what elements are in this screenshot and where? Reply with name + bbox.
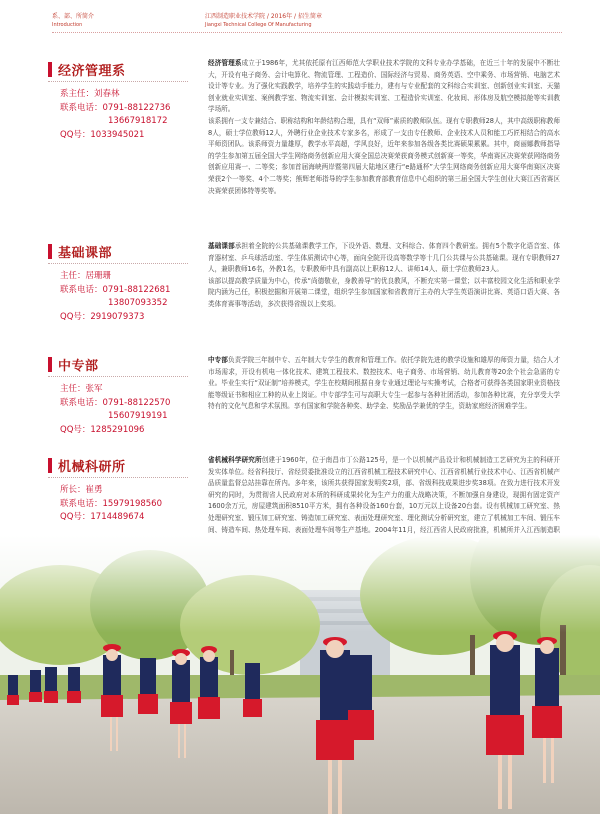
dept-name: 中专部 xyxy=(58,358,99,374)
contact-head: 主任：居珊珊 xyxy=(60,271,112,281)
dept-paragraph xyxy=(208,355,560,413)
dept-economics-text xyxy=(208,58,560,197)
dept-contact xyxy=(48,383,198,437)
dept-paragraph xyxy=(208,455,560,548)
dept-contact xyxy=(48,88,198,142)
contact-phone: 联系电话：15979198560 xyxy=(60,498,162,509)
dept-contact xyxy=(48,484,198,525)
dept-economics-info xyxy=(48,60,198,142)
dept-title-bar xyxy=(48,458,52,473)
section-label-en: Introduction xyxy=(52,22,83,28)
dept-paragraph-text: 创建于1960年，位于南昌市丁公路125号，是一个以机械产品设计和机械制造工艺研究为主的科研开发实体单位。经省科技厅、省经贸委批准设立的江西省机械工程技术研究中心、江西省机械行业技术中心、江西省机械产品质量监督总站挂靠在所内。多年来，该所共获得国家发明奖2项，部、省级科技成果进步奖38项。在致力进行技术开发研究的同时，为贯彻省人民政府对本所的科研成果转化为生产力的重大战略决策，不断加强自身建设，现拥有固定资产1600余万元，房屋建筑面积8510平方米，拥有各种设备160台套，10万元以上设备20台套。设有机械加工研究室、热处理研究室、锻压加工研究室、铸造加工研究室、表面处理研究室、理化测试分析研究室，建立了机械加工车间、锻压车间、铸造车间、热处理车间、表面处理车间等生产基地。2004年11月，经江西省人民政府批准，机械所并入江西制造职 xyxy=(208,456,560,534)
contact-head: 所长：崔勇 xyxy=(60,485,103,495)
contact-mobile: 13667918172 xyxy=(108,116,168,126)
dept-title-bar xyxy=(48,62,52,77)
dept-title xyxy=(48,355,198,373)
dept-institute-info xyxy=(48,456,198,525)
contact-qq: QQ号：1033945021 xyxy=(60,129,145,140)
dept-paragraph: 该部以提高教学质量为中心，传承“尚德敬业，身教善导”的优良教风，不断充实第一课堂；以丰富校园文化生活和职业学院内涵为己任，积极挖掘和开展第二课堂，组织学生参加国家和省教育厅主办的大学生英语演讲比赛、英语口语大赛、各类体育赛事等活动，多次获得省级以上奖项。 xyxy=(208,276,560,308)
dept-lead: 基础课部 xyxy=(208,242,235,250)
dept-secondary-info xyxy=(48,355,198,437)
dept-basic-info xyxy=(48,242,198,324)
dept-paragraph: 该系拥有一支专兼结合、职称结构和年龄结构合理，具有“双师”素质的教师队伍。现有专职教师28人，其中高级职称教师8人，硕士学位教师12人，外聘行业企业技术专家多名，形成了一支由专任教师、企业技术人员和能工巧匠相结合的高水平师资团队。该系师资力量雄厚，教学水平高超，学风良好，近年来参加各级各类比赛硕果累累。其中，商丽娜教师指导的学生参加第五届全国大学生网络商务创新应用大赛全国总决赛荣获商务模式创新赛一等奖，华南赛区决赛荣获网络商务创新应用赛一、二等奖；参加首届海峡两岸暨第四届大陆地区建行“e路通杯”大学生网络商务创新应用大赛华南赛区决赛荣获2个一等奖、4个二等奖；熊辉老师指导的学生参加教育部教育信息中心组织的第三届全国大学生创业大赛江西省赛区决赛荣获团体特等奖等。 xyxy=(208,116,560,195)
dept-contact xyxy=(48,270,198,324)
contact-head: 主任：张军 xyxy=(60,384,103,394)
dept-institute-text xyxy=(208,455,560,548)
contact-phone: 联系电话：0791-88122736 xyxy=(60,102,171,113)
dept-divider xyxy=(48,477,188,478)
dept-paragraph xyxy=(208,241,560,276)
contact-phone: 联系电话：0791-88122681 xyxy=(60,284,171,295)
contact-qq: QQ号：1714489674 xyxy=(60,512,145,522)
college-label-en: Jiangxi Technical College Of Manufacturing xyxy=(205,22,312,28)
dept-secondary-text xyxy=(208,355,560,413)
dept-title xyxy=(48,456,198,474)
dept-divider xyxy=(48,263,188,264)
dept-divider xyxy=(48,81,188,82)
dept-name: 基础课部 xyxy=(58,245,113,261)
dept-title-bar xyxy=(48,244,52,259)
contact-qq: QQ号：2919079373 xyxy=(60,311,145,322)
dept-title xyxy=(48,60,198,78)
college-label xyxy=(205,12,322,30)
dept-paragraph xyxy=(208,58,560,116)
contact-mobile: 15607919191 xyxy=(108,411,168,421)
dept-name: 机械科研所 xyxy=(58,459,126,475)
dept-title xyxy=(48,242,198,260)
contact-mobile: 13807093352 xyxy=(108,298,168,308)
dept-lead: 省机械科学研究所 xyxy=(208,456,262,464)
header-divider xyxy=(52,32,562,33)
contact-phone: 联系电话：0791-88122570 xyxy=(60,397,171,408)
campus-photo-illustration xyxy=(0,535,600,814)
section-label xyxy=(52,12,94,30)
contact-qq: QQ号：1285291096 xyxy=(60,424,145,435)
page-header xyxy=(0,8,600,42)
dept-divider xyxy=(48,376,188,377)
dept-lead: 中专部 xyxy=(208,356,228,364)
dept-basic-text xyxy=(208,241,560,311)
college-label-cn: 江西制造职业技术学院 / 2016年 / 招生简章 xyxy=(205,13,322,20)
campus-photo xyxy=(0,535,600,814)
dept-paragraph-text: 负责学院三年制中专、五年制大专学生的教育和管理工作。依托学院先进的教学设施和雄厚的师资力量，结合人才市场需求，开设有机电一体化技术、建筑工程技术、数控技术、电子商务、市场营销、幼儿教育等20余个社会急需的专业。毕业生实行“双证制”培养模式，学生在校期间根据自身专业通过理论与实操考试，合格者可获得各类国家职业资格技能等级证书和相应工种的从业上岗证。中专部学生可与高职大专生一起参与各种社团活动，参加各种比赛，充分享受大学特有的文化气息和学术氛围。享有国家和学院各种奖、助学金、奖励品学兼优的学生，资助家庭经济困难学生。 xyxy=(208,356,561,411)
dept-paragraph-text: 承担着全院的公共基础课教学工作，下设外语、数理、文科综合、体育四个教研室。拥有5个数字化语音室、体育器材室、乒乓球活动室、学生体质测试中心等，面向全院开设高等数学等十几门公共课与公共基础课。现有专职教师27人，兼职教师16名，外教1名，专职教师中具有副高以上职称12人、讲师14人、硕士学位教师23人。 xyxy=(208,242,561,274)
dept-title-bar xyxy=(48,357,52,372)
dept-name: 经济管理系 xyxy=(58,63,126,79)
contact-head: 系主任：刘春林 xyxy=(60,89,120,99)
dept-lead: 经济管理系 xyxy=(208,59,242,67)
section-label-cn: 系、部、所简介 xyxy=(52,13,95,20)
dept-paragraph-text: 成立于1986年，尤其依托原有江西师范大学职业技术学院的文科专业办学基础，在近三十年的发展中不断壮大，开设有电子商务、会计电算化、物流管理、工程造价、国际经济与贸易、商务英语、空中乘务、市场营销、电脑艺术设计等专业。为了强化实践教学，培养学生的实践动手能力，建有与专业配套的文科综合实训室、创新创业实训室、天猫创业就业实训室、案例教学室、物流实训室、会计模拟实训室、工程造价实训室、化妆间、形体房及航空模拟舱等实训教学场所。 xyxy=(208,59,561,114)
